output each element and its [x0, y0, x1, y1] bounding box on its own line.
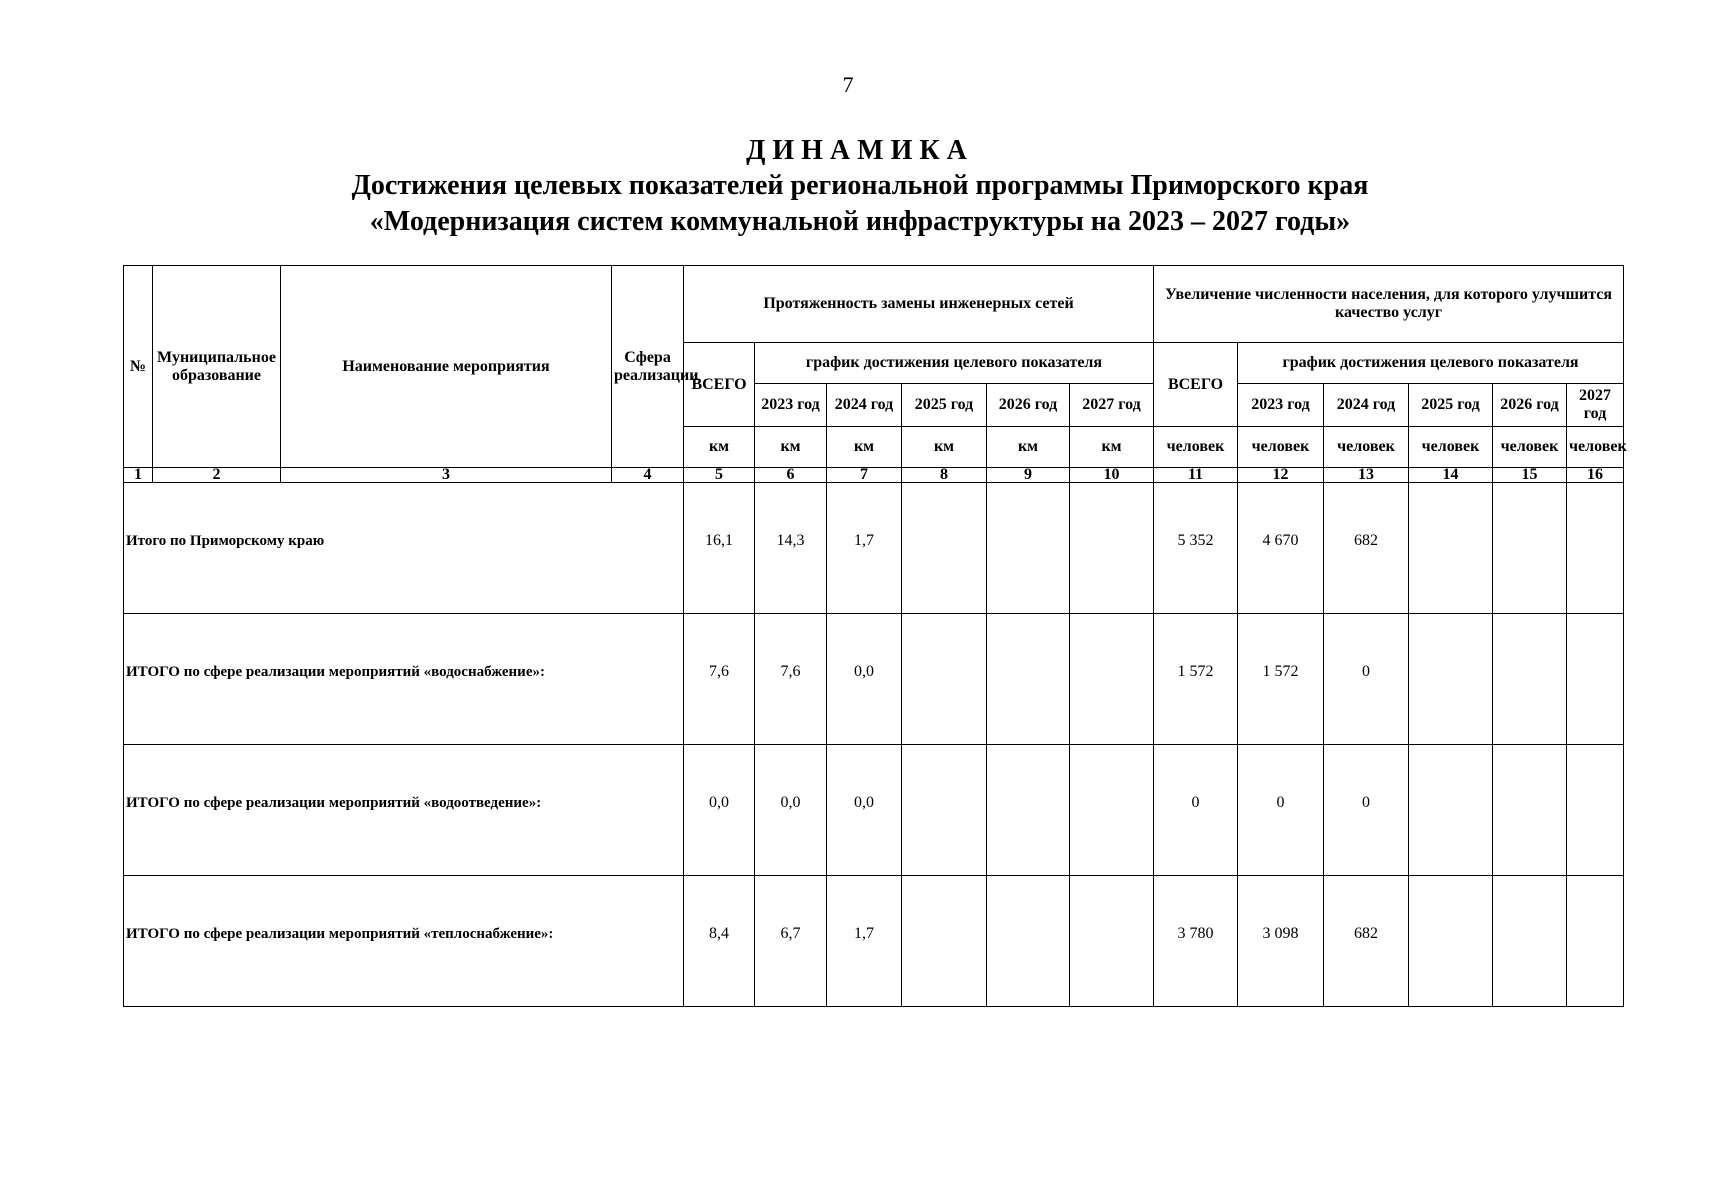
- row-value: [1567, 745, 1624, 876]
- row-value: 0,0: [684, 745, 755, 876]
- header-year: 2026 год: [1493, 384, 1567, 427]
- column-number: 7: [827, 468, 902, 483]
- header-no: №: [124, 266, 153, 468]
- table-row: [124, 614, 1624, 745]
- row-value: [1409, 614, 1493, 745]
- row-value: [902, 876, 987, 1007]
- row-value: [1409, 876, 1493, 1007]
- header-year: 2027 год: [1070, 384, 1154, 427]
- title-main: ДИНАМИКА: [746, 135, 974, 166]
- header-year: 2024 год: [827, 384, 902, 427]
- row-value: [987, 483, 1070, 614]
- unit-km: км: [684, 427, 755, 468]
- row-value: 0,0: [755, 745, 827, 876]
- title-line-2: «Модернизация систем коммунальной инфраструктуры на 2023 – 2027 годы»: [369, 206, 1351, 237]
- row-value: [902, 745, 987, 876]
- column-number: 1: [124, 468, 153, 483]
- row-value: 5 352: [1154, 483, 1238, 614]
- table-row: [124, 876, 1624, 1007]
- row-label: ИТОГО по сфере реализации мероприятий «водоотведение»:: [124, 745, 684, 876]
- row-value: 1 572: [1154, 614, 1238, 745]
- row-value: [1493, 483, 1567, 614]
- header-networks-schedule: график достижения целевого показателя: [755, 343, 1154, 384]
- unit-people: человек: [1238, 427, 1324, 468]
- row-value: 6,7: [755, 876, 827, 1007]
- row-value: 1,7: [827, 483, 902, 614]
- row-value: [987, 876, 1070, 1007]
- row-value: 682: [1324, 876, 1409, 1007]
- header-networks-total: ВСЕГО: [684, 343, 755, 427]
- column-number: 12: [1238, 468, 1324, 483]
- row-value: [902, 614, 987, 745]
- unit-people: человек: [1324, 427, 1409, 468]
- header-year: 2025 год: [902, 384, 987, 427]
- column-number: 3: [281, 468, 612, 483]
- row-value: 0: [1324, 745, 1409, 876]
- row-value: 14,3: [755, 483, 827, 614]
- unit-km: км: [827, 427, 902, 468]
- row-value: [1493, 876, 1567, 1007]
- unit-km: км: [755, 427, 827, 468]
- unit-km: км: [987, 427, 1070, 468]
- column-number: 5: [684, 468, 755, 483]
- page-number: 7: [842, 72, 854, 97]
- column-number: 9: [987, 468, 1070, 483]
- title-line-1: Достижения целевых показателей региональной программы Приморского края: [351, 170, 1369, 201]
- row-value: [987, 745, 1070, 876]
- row-value: 3 098: [1238, 876, 1324, 1007]
- row-value: [1070, 745, 1154, 876]
- header-event: Наименование мероприятия: [281, 266, 612, 468]
- row-value: [1567, 876, 1624, 1007]
- row-value: 7,6: [684, 614, 755, 745]
- column-number: 2: [153, 468, 281, 483]
- header-population-schedule: график достижения целевого показателя: [1238, 343, 1624, 384]
- row-value: 1,7: [827, 876, 902, 1007]
- column-number: 11: [1154, 468, 1238, 483]
- row-value: [987, 614, 1070, 745]
- row-value: [1567, 614, 1624, 745]
- row-value: [1070, 483, 1154, 614]
- row-value: 682: [1324, 483, 1409, 614]
- row-value: [1409, 745, 1493, 876]
- row-value: [1493, 745, 1567, 876]
- column-number: 15: [1493, 468, 1567, 483]
- header-population-total: ВСЕГО: [1154, 343, 1238, 427]
- header-networks-group: Протяженность замены инженерных сетей: [684, 266, 1154, 343]
- unit-people: человек: [1567, 427, 1624, 468]
- row-value: 0: [1238, 745, 1324, 876]
- header-year: 2024 год: [1324, 384, 1409, 427]
- row-value: 8,4: [684, 876, 755, 1007]
- row-label: Итого по Приморскому краю: [124, 483, 684, 614]
- column-number: 10: [1070, 468, 1154, 483]
- indicators-table: [123, 265, 1627, 1007]
- column-number: 6: [755, 468, 827, 483]
- row-value: 0: [1324, 614, 1409, 745]
- row-value: [1493, 614, 1567, 745]
- document-title: [0, 134, 1720, 240]
- column-number-row: [124, 468, 1624, 483]
- row-value: 1 572: [1238, 614, 1324, 745]
- row-label: ИТОГО по сфере реализации мероприятий «водоснабжение»:: [124, 614, 684, 745]
- row-value: 3 780: [1154, 876, 1238, 1007]
- header-municipality: Муниципальное образование: [153, 266, 281, 468]
- header-year: 2026 год: [987, 384, 1070, 427]
- table-row: [124, 745, 1624, 876]
- unit-km: км: [902, 427, 987, 468]
- header-sphere: Сфера реализации: [612, 266, 684, 468]
- row-value: 7,6: [755, 614, 827, 745]
- header-population-group: Увеличение численности населения, для которого улучшится качество услуг: [1154, 266, 1624, 343]
- row-value: [1567, 483, 1624, 614]
- unit-people: человек: [1409, 427, 1493, 468]
- row-value: [902, 483, 987, 614]
- header-year: 2025 год: [1409, 384, 1493, 427]
- row-value: 0,0: [827, 745, 902, 876]
- unit-people: человек: [1154, 427, 1238, 468]
- header-year: 2023 год: [1238, 384, 1324, 427]
- column-number: 8: [902, 468, 987, 483]
- column-number: 4: [612, 468, 684, 483]
- table-row: [124, 483, 1624, 614]
- unit-people: человек: [1493, 427, 1567, 468]
- row-label: ИТОГО по сфере реализации мероприятий «теплоснабжение»:: [124, 876, 684, 1007]
- column-number: 14: [1409, 468, 1493, 483]
- column-number: 16: [1567, 468, 1624, 483]
- unit-km: км: [1070, 427, 1154, 468]
- row-value: [1409, 483, 1493, 614]
- row-value: 0,0: [827, 614, 902, 745]
- header-year: 2023 год: [755, 384, 827, 427]
- row-value: 16,1: [684, 483, 755, 614]
- header-year: 2027 год: [1567, 384, 1624, 427]
- row-value: [1070, 876, 1154, 1007]
- column-number: 13: [1324, 468, 1409, 483]
- row-value: 4 670: [1238, 483, 1324, 614]
- row-value: 0: [1154, 745, 1238, 876]
- row-value: [1070, 614, 1154, 745]
